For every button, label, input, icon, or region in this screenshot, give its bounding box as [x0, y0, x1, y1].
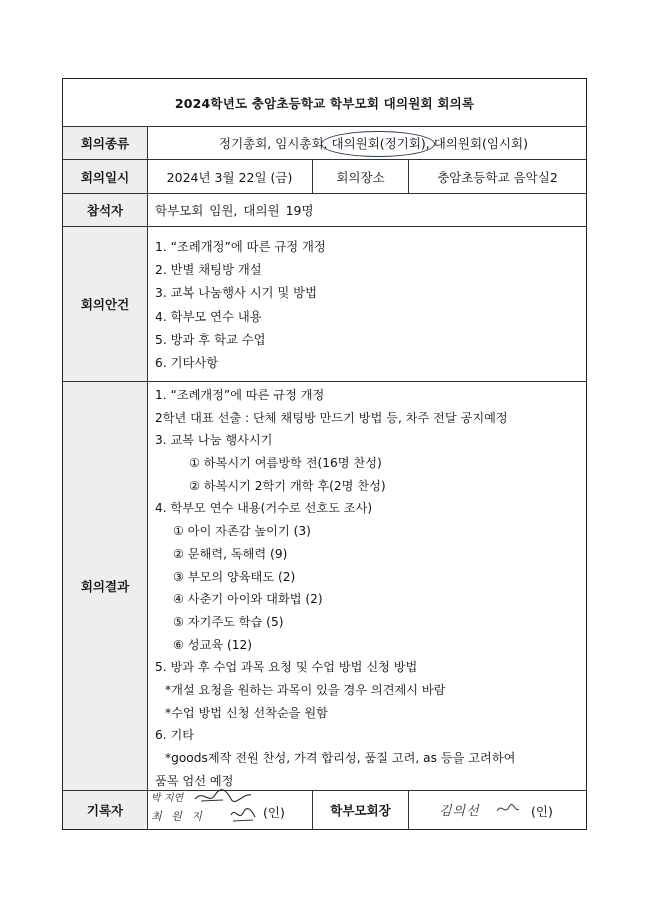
- recorder-signature-scribble: [193, 787, 253, 807]
- chair-signature-scribble: [495, 801, 521, 817]
- meeting-date-row: [63, 160, 586, 194]
- chair-signature-cell: [409, 791, 586, 829]
- recorder-seal-label: (인): [263, 805, 285, 820]
- result-line: ② 하복시기 2학기 개학 후(2명 찬성): [189, 478, 386, 493]
- results-row: [63, 382, 586, 791]
- minutes-document: [62, 78, 587, 830]
- recorder-signature-mark: [229, 805, 257, 825]
- result-line: ④ 사춘기 아이와 대화법 (2): [173, 592, 323, 607]
- chair-label: 학부모회장: [313, 791, 409, 829]
- meeting-date-value: 2024년 3월 22일 (금): [147, 160, 313, 193]
- meeting-place-label: 회의장소: [313, 160, 409, 193]
- agenda-item: 6. 기타사항: [155, 355, 219, 370]
- result-line: ② 문해력, 독해력 (9): [173, 546, 288, 561]
- result-line: ⑤ 자기주도 학습 (5): [173, 614, 284, 629]
- result-line: *goods제작 전원 찬성, 가격 합리성, 품질 고려, as 등을 고려하여: [165, 751, 516, 765]
- meeting-place-value: 충암초등학교 음악실2: [437, 169, 558, 185]
- result-line: *개설 요청을 원하는 과목이 있을 경우 의견제시 바람: [165, 682, 446, 697]
- title-row: [63, 79, 586, 127]
- recorder-signature-line1: 박 지연: [151, 793, 184, 804]
- recorder-label: 기록자: [63, 791, 148, 829]
- result-line: 2학년 대표 선출 : 단체 채팅방 만드기 방법 등, 차주 전달 공지예정: [155, 410, 508, 425]
- meeting-type-label: 회의종류: [63, 127, 148, 159]
- recorder-signature-line2: 최 원 지: [151, 810, 205, 823]
- meeting-date-label: 회의일시: [63, 160, 148, 193]
- agenda-item: 3. 교복 나눔행사 시기 및 방법: [155, 286, 317, 301]
- result-line: ① 하복시기 여름방학 전(16명 찬성): [189, 456, 382, 471]
- attendees-row: [63, 194, 586, 227]
- result-line: 5. 방과 후 수업 과목 요청 및 수업 방법 신청 방법: [155, 660, 418, 675]
- agenda-row: [63, 227, 586, 382]
- results-list: [147, 382, 586, 790]
- meeting-type-value: 정기총회, 임시총회, 대의원회(정기회), 대의원회(임시회): [219, 136, 528, 151]
- agenda-item: 1. “조례개정”에 따른 규정 개정: [155, 240, 326, 254]
- result-line: 품목 엄선 예정: [155, 773, 234, 788]
- result-line: *수업 방법 신청 선착순을 원함: [165, 705, 328, 720]
- recorder-signature-cell: [147, 791, 313, 829]
- signature-row: [63, 791, 586, 829]
- result-line: 3. 교복 나눔 행사시기: [155, 433, 273, 448]
- chair-signature: 김의선: [439, 804, 480, 819]
- result-line: 6. 기타: [155, 728, 195, 743]
- agenda-item: 2. 반별 채팅방 개설: [155, 263, 262, 278]
- attendees-value: 학부모회 임원, 대의원 19명: [155, 203, 314, 218]
- result-line: ① 아이 자존감 높이기 (3): [173, 524, 311, 539]
- agenda-item: 4. 학부모 연수 내용: [155, 309, 262, 324]
- result-line: ③ 부모의 양육태도 (2): [173, 569, 296, 584]
- agenda-item: 5. 방과 후 학교 수업: [155, 332, 266, 347]
- result-line: 1. “조례개정”에 따른 규정 개정: [155, 388, 325, 402]
- selected-type-circle: [321, 131, 435, 157]
- page-title: 2024학년도 충암초등학교 학부모회 대의원회 회의록: [174, 95, 475, 111]
- result-line: 4. 학부모 연수 내용(거수로 선호도 조사): [155, 501, 373, 516]
- agenda-label: 회의안건: [63, 227, 148, 381]
- chair-seal-label: (인): [531, 804, 553, 819]
- results-label: 회의결과: [63, 382, 148, 790]
- agenda-list: [147, 227, 586, 381]
- meeting-type-row: [63, 127, 586, 160]
- attendees-label: 참석자: [63, 194, 148, 226]
- result-line: ⑥ 성교육 (12): [173, 637, 253, 652]
